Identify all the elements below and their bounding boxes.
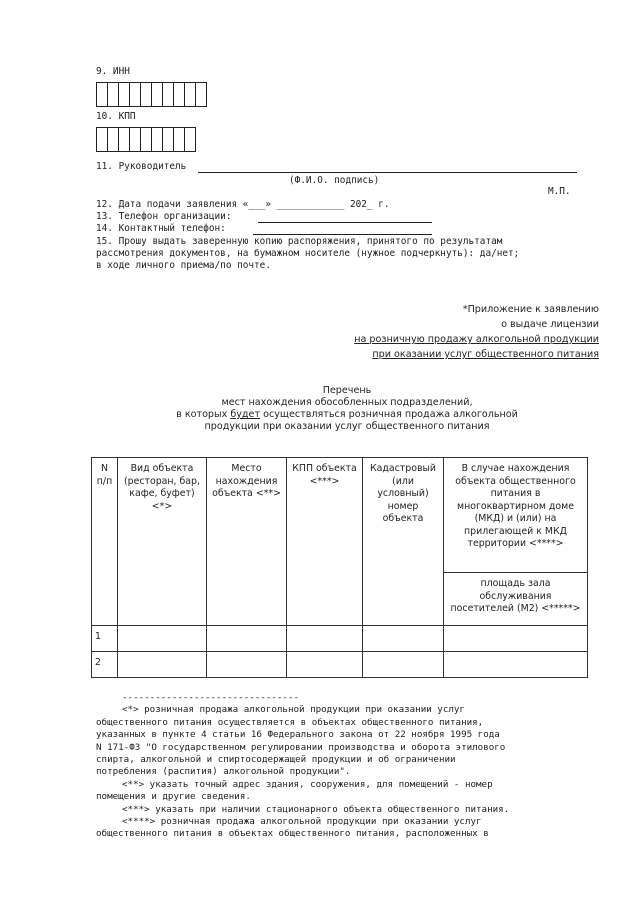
footnote-4-line: общественного питания в объектах общественного питания, расположенных в [96,828,489,840]
footnote-1-line: <*> розничная продажа алкогольной продукции при оказании услуг [122,704,465,716]
list-title-line2: мест нахождения обособленных подразделений, [221,397,473,408]
appendix-line1: *Приложение к заявлению [462,304,599,315]
list-title-line3: в которых будет осуществляться розничная продажа алкогольной [176,409,518,420]
appendix-line4: при оказании услуг общественного питания [372,349,599,360]
seal-mark: М.П. [548,186,571,197]
head-label: 11. Руководитель [96,161,187,172]
item15-line3: в ходе личного приема/по почте. [96,260,271,271]
footnote-1-line: указанных в пункте 4 статьи 16 Федерального закона от 22 ноября 1995 года [96,729,500,741]
digit-cell[interactable] [184,127,196,152]
footnote-4-line: <****> розничная продажа алкогольной продукции при оказании услуг [122,816,482,828]
footnotes [96,692,598,841]
list-title-line4: продукции при оказании услуг общественного питания [204,421,490,432]
locations-table [91,457,588,678]
footnote-1-line: общественного питания осуществляется в объектах общественного питания, [96,716,484,728]
footnote-1-line: N 171-ФЗ "О государственном регулировании производства и оборота этилового [96,741,506,753]
inn-cells[interactable] [96,82,206,107]
footnote-separator: -------------------------------- [122,692,300,703]
footnote-1-line: потребления (распития) алкогольной продукции". [96,766,351,778]
footnote-2-line: <**> указать точный адрес здания, сооружения, для помещений - номер [122,778,493,790]
item15-line2: рассмотрения документов, на бумажном носителе (нужное подчеркнуть): да/нет; [96,248,520,259]
table-row: 1 [92,626,588,652]
head-signature-line[interactable] [198,172,577,173]
footnote-2-line: помещения и другие сведения. [96,791,251,803]
phone-contact-label: 14. Контактный телефон: [96,223,226,234]
item15-line1: 15. Прошу выдать заверенную копию распоряжения, принятого по результатам [96,236,503,247]
footnote-3-line: <***> указать при наличии стационарного объекта общественного питания. [122,803,510,815]
phone-org-field[interactable] [258,222,432,223]
head-caption: (Ф.И.О. подпись) [289,175,380,186]
date-line: 12. Дата подачи заявления «___» ____________ 202_ г. [96,199,390,210]
inn-label: 9. ИНН [96,66,130,77]
header-cell: Кадастровый (или условный) номер объекта [363,458,444,626]
phone-org-label: 13. Телефон организации: [96,211,232,222]
appendix-line2: о выдаче лицензии [501,319,599,330]
footnote-1-line: спирта, алкогольной и спиртосодержащей продукции и об ограничении [96,754,456,766]
appendix-line3: на розничную продажу алкогольной продукции [354,334,599,345]
phone-contact-field[interactable] [253,234,432,235]
header-cell: КПП объекта <***> [287,458,363,626]
list-title-line1: Перечень [322,385,372,396]
header-cell: Вид объекта (ресторан, бар, кафе, буфет) <*> [118,458,207,626]
digit-cell[interactable] [195,82,207,107]
kpp-label: 10. КПП [96,111,136,122]
header-cell: Место нахождения объекта <**> [207,458,287,626]
table-row: 2 [92,652,588,678]
header-cell: В случае нахождения объекта общественного питания в многоквартирном доме (МКД) и (или) на прилегающей к МКД территории <****> [444,458,588,573]
header-cell: N п/п [92,458,118,626]
kpp-cells[interactable] [96,127,195,152]
subheader-cell: площадь зала обслуживания посетителей (М2) <*****> [444,573,588,626]
